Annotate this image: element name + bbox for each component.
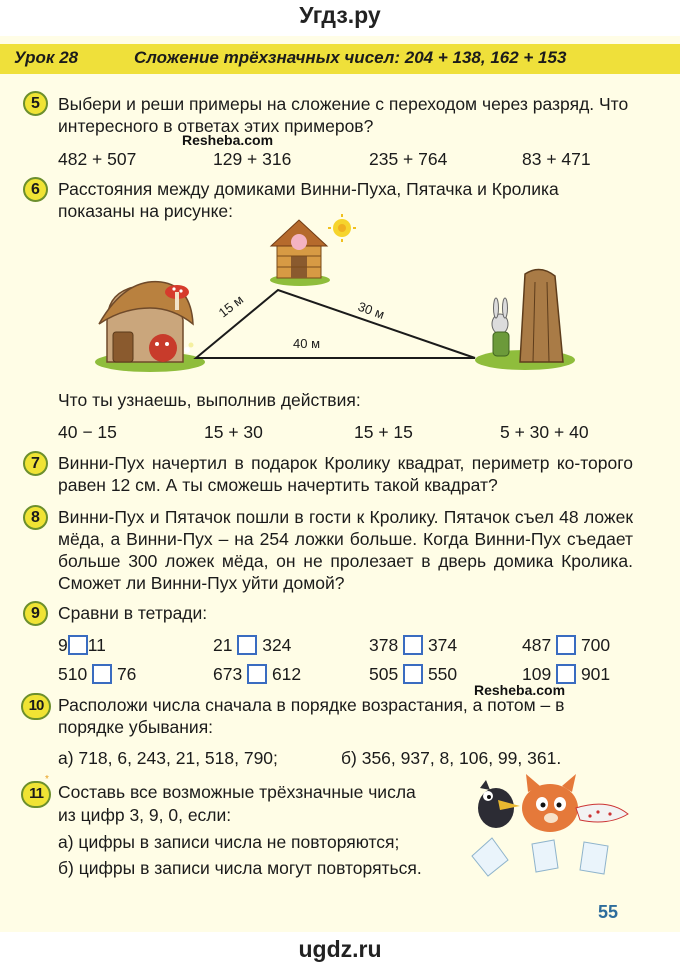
comparison-item: 21 324 bbox=[213, 635, 292, 655]
crow-picture bbox=[478, 780, 520, 828]
task6-text: Расстояния между домиками Винни-Пуха, Пятачка и Кролика показаны на рисунке: bbox=[58, 179, 559, 221]
task6-expression: 15 + 30 bbox=[204, 422, 263, 442]
task10-text: Расположи числа сначала в порядке возрастания, а потом – в порядке убывания: bbox=[58, 695, 565, 737]
task-number-badge: 10 bbox=[21, 693, 51, 720]
resheba-watermark: Resheba.com bbox=[474, 682, 566, 698]
task6-expression: 15 + 15 bbox=[354, 422, 413, 442]
cards-picture bbox=[472, 838, 608, 876]
comparison-box bbox=[237, 635, 257, 655]
comparison-item: 673 612 bbox=[213, 664, 302, 684]
star-icon: * bbox=[45, 774, 49, 785]
task5-expression: 482 + 507 bbox=[58, 149, 137, 169]
task10-list-a: а) 718, 6, 243, 21, 518, 790; bbox=[58, 748, 278, 768]
comparison-item: 510 76 bbox=[58, 664, 137, 684]
crow-and-cat-illustration bbox=[468, 768, 638, 880]
task6-question: Что ты узнаешь, выполнив действия: bbox=[58, 390, 361, 410]
distance-label-bottom: 40 м bbox=[293, 336, 321, 351]
task-number-badge: 11 bbox=[21, 781, 51, 808]
resheba-watermark: Resheba.com bbox=[182, 132, 274, 148]
task-number-badge: 6 bbox=[23, 177, 48, 202]
task7-text: Винни-Пух начертил в подарок Кролику квадрат, периметр ко-торого равен 12 см. А ты сможешь начертить такой квадрат? bbox=[58, 453, 633, 495]
task8-text: Винни-Пух и Пятачок пошли в гости к Кролику. Пятачок съел 48 ложек мёда, а Винни-Пух – на 254 ложки больше. Когда Винни-Пух съедает больше 300 ложек мёда, он не пролезает в дверь домика Кролика. Сможет ли Винни-Пух уйти домой? bbox=[58, 507, 633, 593]
task-number-badge: 9 bbox=[23, 601, 48, 626]
pooh-house-picture bbox=[95, 282, 205, 372]
page-number: 55 bbox=[598, 902, 619, 922]
lesson-number: Урок 28 bbox=[14, 48, 79, 67]
watermark-top: Угдз.ру bbox=[299, 2, 381, 28]
comparison-box bbox=[556, 635, 576, 655]
comparison-item: 505 550 bbox=[369, 664, 458, 684]
task6-expression: 5 + 30 + 40 bbox=[500, 422, 589, 442]
rabbit-house-picture bbox=[475, 269, 575, 370]
comparison-box bbox=[92, 664, 112, 684]
task6-expression: 40 − 15 bbox=[58, 422, 117, 442]
task5-expression: 235 + 764 bbox=[369, 149, 448, 169]
distance-label-right: 30 м bbox=[355, 298, 387, 323]
comparison-item: 9 11 bbox=[58, 635, 106, 655]
houses-illustration bbox=[95, 212, 575, 372]
task11-line1: Составь все возможные трёхзначные числа bbox=[58, 782, 416, 802]
watermark-bottom: ugdz.ru bbox=[298, 936, 382, 962]
task10-list-b: б) 356, 937, 8, 106, 99, 361. bbox=[341, 748, 562, 768]
piglet-house-picture bbox=[270, 220, 330, 286]
task-number-badge: 8 bbox=[23, 505, 48, 530]
comparison-item: 109 901 bbox=[522, 664, 611, 684]
task11-option-a: а) цифры в записи числа не повторяются; bbox=[58, 832, 400, 852]
comparison-item: 487 700 bbox=[522, 635, 611, 655]
comparison-box bbox=[403, 635, 423, 655]
cat-picture bbox=[522, 774, 628, 832]
task-number-badge: 5 bbox=[23, 91, 48, 116]
task9-text: Сравни в тетради: bbox=[58, 603, 208, 623]
comparison-box bbox=[556, 664, 576, 684]
task5-expression: 129 + 316 bbox=[213, 149, 292, 169]
task11-option-b: б) цифры в записи числа могут повторяться. bbox=[58, 858, 422, 878]
task-number-badge: 7 bbox=[23, 451, 48, 476]
comparison-box bbox=[403, 664, 423, 684]
task5-text: Выбери и реши примеры на сложение с переходом через разряд. Что интересного в ответах этих примеров? bbox=[58, 94, 629, 136]
lesson-title: Сложение трёхзначных чисел: 204 + 138, 162 + 153 bbox=[134, 48, 567, 67]
comparison-item: 378 374 bbox=[369, 635, 458, 655]
comparison-box bbox=[68, 635, 88, 655]
comparison-box bbox=[247, 664, 267, 684]
distance-label-left: 15 м bbox=[215, 291, 247, 321]
task11-line2: из цифр 3, 9, 0, если: bbox=[58, 805, 232, 825]
sun-icon bbox=[328, 214, 356, 242]
task5-expression: 83 + 471 bbox=[522, 149, 591, 169]
